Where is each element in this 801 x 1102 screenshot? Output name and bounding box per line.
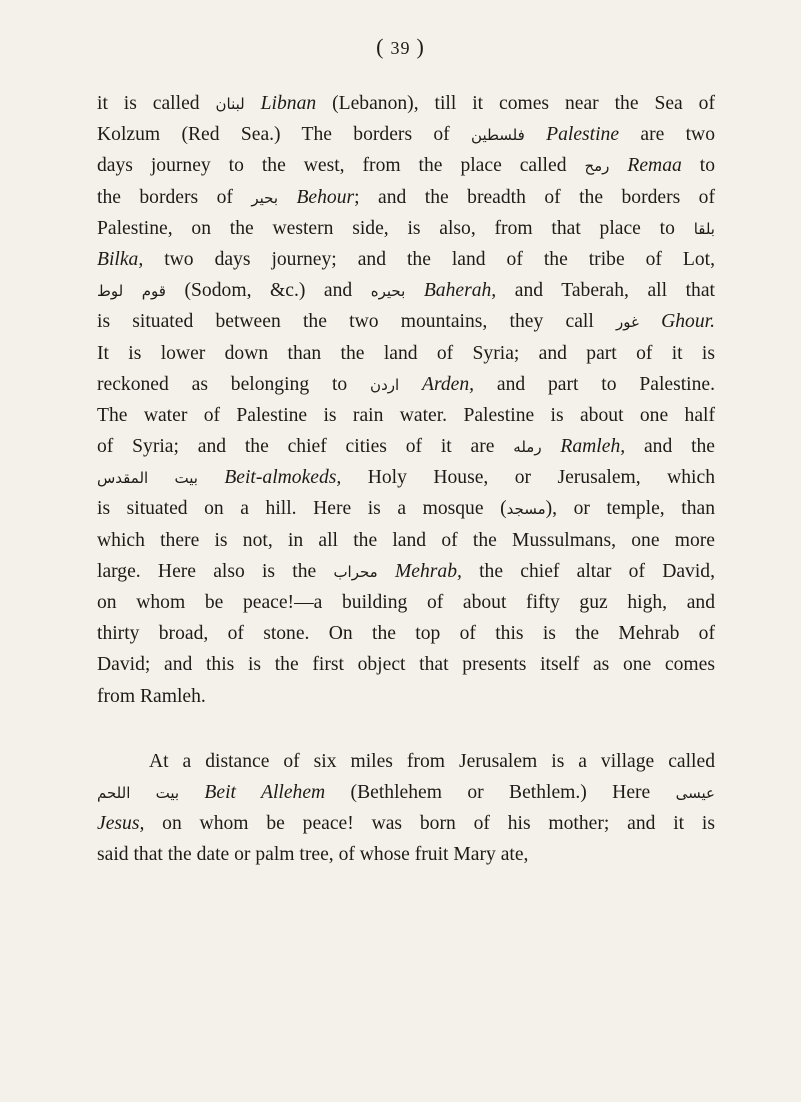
text-run: is situated on a hill. Here is a mosque ( (97, 498, 507, 520)
text-run: Kolzum (Red Sea.) The borders of (97, 124, 472, 146)
text-run: and the (625, 436, 716, 458)
arabic-term: غور (616, 313, 639, 332)
arabic-term: قوم (141, 282, 166, 301)
text-run: reckoned as belonging to (97, 373, 371, 395)
page-number-close: ) (416, 34, 425, 59)
arabic-term: لبنان (215, 95, 245, 113)
text-line (97, 462, 715, 493)
text-run: At a distance of six miles from Jerusalem is a village called (149, 750, 715, 772)
text-run: (Sodom, &c.) and (165, 280, 371, 302)
arabic-term: بحير (251, 188, 279, 207)
text-line (97, 777, 715, 808)
text-run (639, 311, 661, 332)
text-line (97, 746, 715, 777)
text-run: is situated between the two mountains, they call (97, 311, 617, 333)
arabic-term: مسجد (506, 500, 546, 519)
arabic-term: رمح (584, 157, 610, 176)
text-line (97, 338, 715, 369)
text-run: said that the date or palm tree, of whose fruit Mary ate, (97, 844, 529, 866)
arabic-term: اردن (370, 375, 400, 394)
text-run: The water of Palestine is rain water. Palestine is about one half (97, 404, 715, 426)
italic-term: Ramleh, (560, 436, 626, 458)
text-run: of Syria; and the chief cities of it are (97, 436, 514, 458)
text-run: thirty broad, of stone. On the top of this is the Mehrab of (97, 623, 715, 645)
text-line (97, 400, 715, 431)
text-run: are two (619, 124, 716, 146)
text-line (97, 681, 715, 712)
text-run (405, 280, 424, 301)
arabic-term: محراب (333, 562, 378, 581)
arabic-term: بيت اللحم (97, 783, 180, 802)
text-run: Palestine, on the western side, is also, from that place to (97, 217, 694, 239)
text-line (97, 431, 715, 462)
italic-term: Baherah, (423, 280, 497, 302)
text-run (179, 782, 204, 803)
italic-term: Ghour. (661, 311, 715, 333)
italic-term: Beit-almokeds, (224, 467, 342, 489)
text-line (97, 88, 715, 119)
arabic-term: رمله (513, 438, 542, 457)
text-run: days journey to the west, from the place called (97, 155, 585, 177)
text-run: ; and the breadth of the borders of (354, 186, 716, 208)
text-run (198, 467, 224, 488)
text-run: (Lebanon), till it comes near the Sea of (316, 93, 715, 114)
text-run: on whom be peace! was born of his mother; and it is (144, 813, 715, 835)
italic-term: Arden, (421, 373, 475, 395)
text-line (97, 213, 715, 244)
text-run (123, 280, 142, 301)
body-text (97, 88, 715, 871)
arabic-term: بيت المقدس (97, 469, 198, 488)
text-line (97, 182, 715, 213)
text-line (97, 525, 715, 556)
text-run: and Taberah, all that (496, 280, 715, 302)
text-line (97, 275, 715, 306)
text-run: to (681, 155, 715, 177)
page-number-value: 39 (390, 38, 411, 58)
text-run (378, 561, 395, 582)
page-number-open: ( (376, 34, 385, 59)
italic-term: Libnan (260, 93, 317, 114)
arabic-term: بلقا (693, 219, 715, 238)
text-run: (Bethlehem or Bethlem.) Here (325, 781, 676, 803)
italic-term: Beit Allehem (204, 781, 326, 803)
text-run: the borders of (97, 186, 252, 208)
text-run: the chief altar of David, (461, 560, 715, 582)
italic-term: Behour (296, 186, 355, 208)
text-line (97, 587, 715, 618)
paragraph-gap (97, 712, 715, 746)
text-run: large. Here also is the (97, 560, 334, 582)
italic-term: Palestine (546, 124, 620, 146)
text-run (542, 436, 561, 457)
text-line (97, 119, 715, 150)
text-run: it is called (97, 93, 216, 114)
text-line (97, 244, 715, 275)
text-run: ), or temple, than (545, 498, 715, 520)
arabic-term: فلسطين (471, 126, 525, 145)
text-run: and part to Palestine. (474, 373, 715, 395)
italic-term: Jesus, (97, 813, 145, 835)
text-line (97, 493, 715, 524)
text-run: on whom be peace!—a building of about fifty guz high, and (97, 592, 715, 613)
text-run: David; and this is the first object that presents itself as one comes (97, 654, 715, 676)
paragraph-2 (97, 746, 715, 871)
text-line (97, 618, 715, 649)
text-line (97, 649, 715, 680)
text-run (245, 93, 261, 114)
text-run (278, 187, 296, 208)
page-number (0, 34, 801, 60)
text-line (97, 808, 715, 839)
text-run (609, 155, 627, 176)
text-run: which there is not, in all the land of the Mussulmans, one more (97, 529, 715, 551)
text-run (399, 374, 422, 395)
text-run: It is lower down than the land of Syria; and part of it is (97, 342, 715, 364)
text-line (97, 306, 715, 337)
text-run: from Ramleh. (97, 685, 206, 707)
paragraph-1 (97, 88, 715, 712)
text-run (525, 124, 546, 145)
arabic-term: لوط (97, 282, 124, 301)
italic-term: Remaa (627, 155, 682, 177)
text-run: Holy House, or Jerusalem, which (341, 467, 715, 489)
text-line (97, 369, 715, 400)
text-run: two days journey; and the land of the tribe of Lot, (143, 248, 715, 270)
italic-term: Mehrab, (394, 560, 462, 582)
italic-term: Bilka, (97, 248, 144, 270)
text-line (97, 839, 715, 870)
arabic-term: عيسى (675, 783, 715, 802)
text-line (97, 150, 715, 181)
arabic-term: بحيره (370, 282, 406, 301)
text-line (97, 556, 715, 587)
